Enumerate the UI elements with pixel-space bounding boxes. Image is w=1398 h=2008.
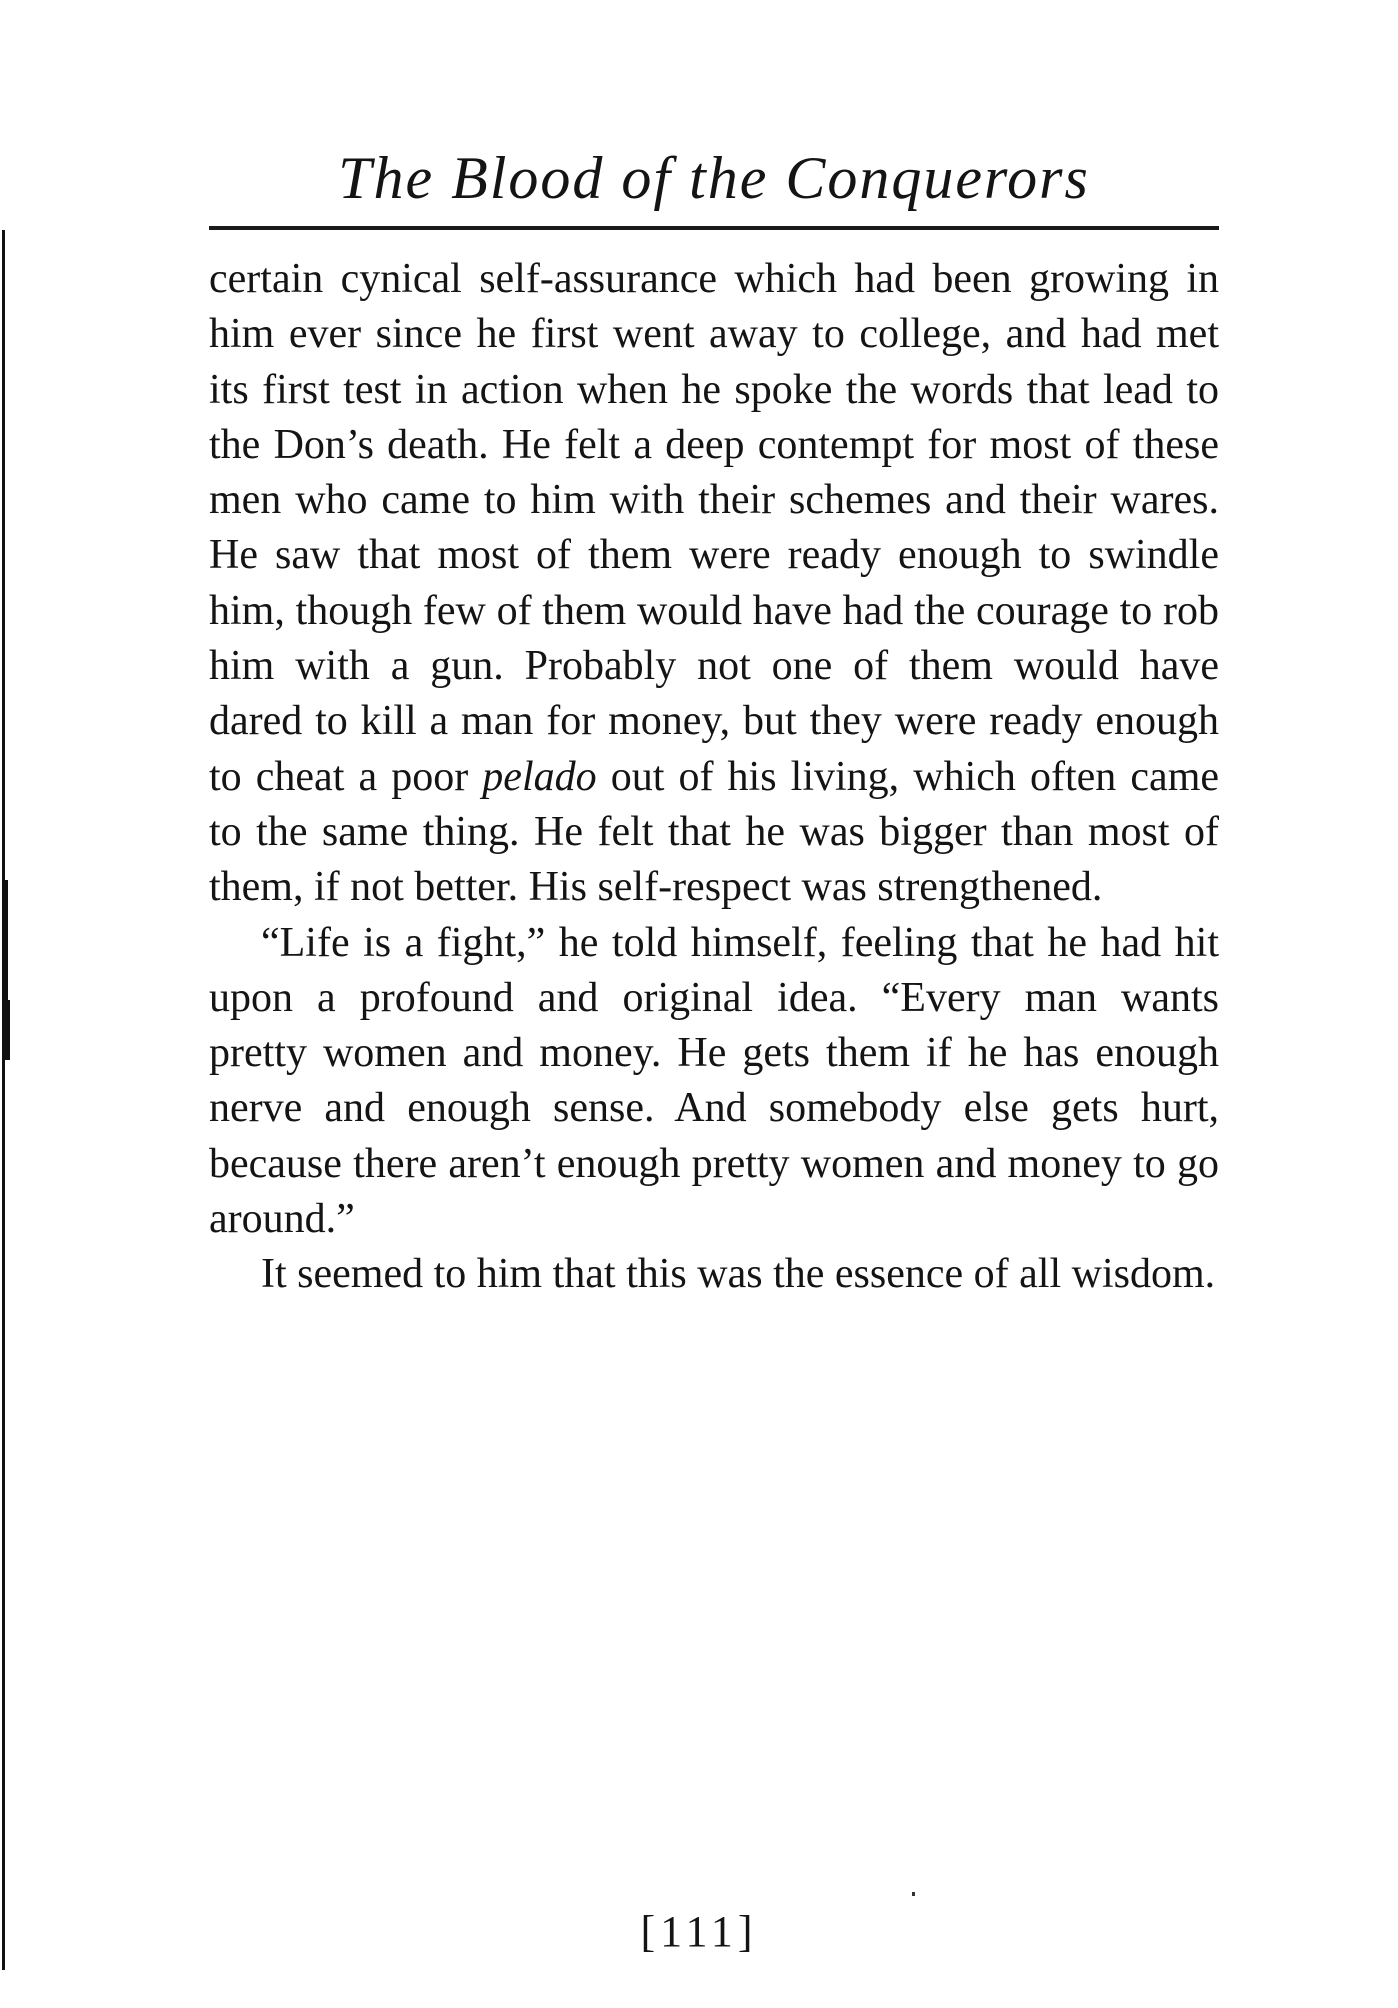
paragraph: “Life is a fight,” he told himself, feeling that he had hit upon a profound and original idea. “Every man wants pretty women and money. He gets them if he has enough nerve and enough sense. And somebody else gets hurt, because there aren’t enough pretty women and money to go around.”	[209, 919, 1219, 1243]
running-head: The Blood of the Conquerors	[338, 145, 1090, 211]
italic-word: pelado	[482, 753, 597, 800]
page-body	[209, 252, 1219, 1303]
binding-edge-mark	[2, 230, 5, 1970]
ink-speck	[912, 1892, 915, 1896]
paragraph-text: out of his living, which often came to the same thing. He felt that he was bigger than most of them, if not better. His self-respect was strengthened.	[209, 753, 1220, 911]
binding-edge-mark	[4, 1000, 10, 1060]
paragraph-text: certain cynical self-assurance which had been growing in him ever since he first went away to college, and had met its first test in action when he spoke the words that lead to the Don’s death. He felt a deep contempt for most of these men who came to him with their schemes and their wares. He saw that most of them were ready enough to swindle him, though few of them would have had the courage to rob him with a gun. Probably not one of them would have dared to kill a man for money, but they were ready enough to cheat a poor	[209, 256, 1219, 800]
header-rule	[209, 226, 1219, 230]
page-number: [111]	[640, 1907, 758, 1956]
paragraph	[209, 252, 1219, 916]
paragraph: It seemed to him that this was the essence of all wisdom.	[261, 1251, 1216, 1298]
